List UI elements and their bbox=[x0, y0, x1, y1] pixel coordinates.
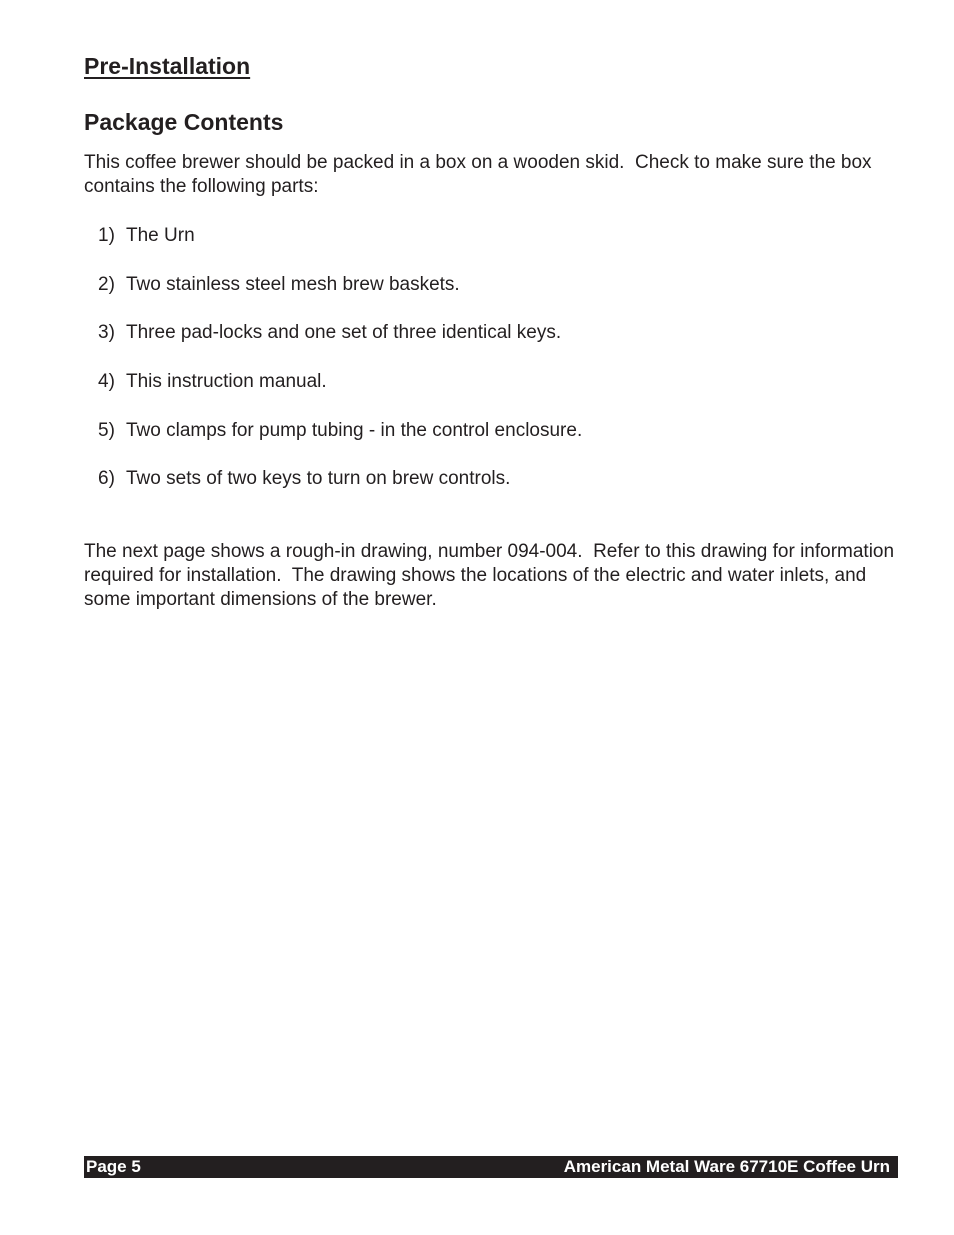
list-item-number: 1) bbox=[98, 225, 115, 246]
list-item-number: 5) bbox=[98, 419, 115, 441]
list-item-number: 3) bbox=[98, 322, 115, 344]
list-item-text: Three pad-locks and one set of three identical keys. bbox=[126, 322, 562, 344]
list-item-text: Two stainless steel mesh brew baskets. bbox=[126, 273, 460, 295]
list-item-text: Two sets of two keys to turn on brew controls. bbox=[126, 468, 511, 490]
list-item-number: 6) bbox=[98, 468, 115, 490]
document-title: American Metal Ware 67710E Coffee Urn bbox=[563, 1157, 890, 1176]
list-item bbox=[98, 273, 582, 322]
list-item-number: 2) bbox=[98, 273, 115, 295]
list-item bbox=[98, 224, 582, 273]
list-item bbox=[98, 467, 582, 516]
intro-paragraph: This coffee brewer should be packed in a box on a wooden skid. Check to make sure the box contains the following parts: bbox=[84, 152, 877, 197]
subsection-title: Package Contents bbox=[84, 109, 284, 135]
outro-paragraph: The next page shows a rough-in drawing, number 094-004. Refer to this drawing for information required for installation. The drawing shows the locations of the electric and water inlets, and some important dimensions of the brewer. bbox=[84, 541, 900, 610]
section-title: Pre-Installation bbox=[84, 53, 251, 79]
page-footer bbox=[84, 1156, 898, 1178]
list-item-number: 4) bbox=[98, 371, 115, 393]
list-item-text: The Urn bbox=[126, 225, 195, 246]
parts-list bbox=[98, 224, 582, 516]
page-number: Page 5 bbox=[86, 1157, 141, 1176]
list-item bbox=[98, 321, 582, 370]
list-item bbox=[98, 419, 582, 468]
list-item-text: This instruction manual. bbox=[126, 371, 327, 393]
list-item-text: Two clamps for pump tubing - in the control enclosure. bbox=[126, 419, 583, 441]
list-item bbox=[98, 370, 582, 419]
